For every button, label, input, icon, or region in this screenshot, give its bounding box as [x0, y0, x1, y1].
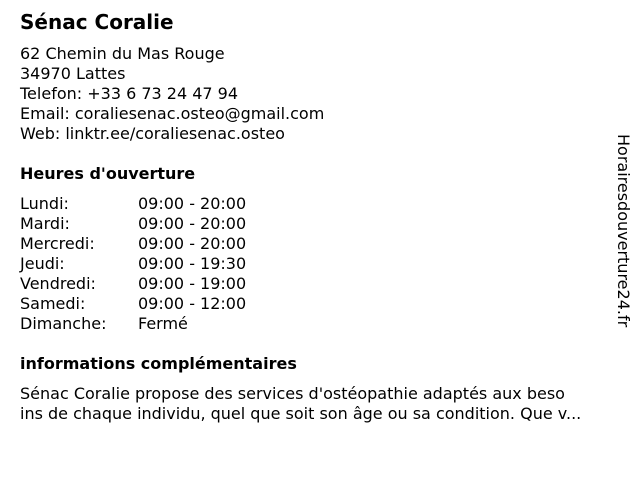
description-text [20, 384, 632, 424]
site-watermark [612, 134, 634, 346]
address-city: 34970 Lattes [20, 64, 126, 83]
hours-row-sunday [20, 314, 320, 334]
hours-row-saturday [20, 294, 320, 314]
business-name: Sénac Coralie [20, 10, 174, 34]
day-label: Jeudi: [20, 254, 65, 273]
day-label: Vendredi: [20, 274, 96, 293]
day-label: Samedi: [20, 294, 86, 313]
time-value: 09:00 - 20:00 [138, 194, 247, 213]
time-value: 09:00 - 20:00 [138, 234, 247, 253]
opening-hours-table [20, 194, 320, 334]
day-label: Mercredi: [20, 234, 95, 253]
hours-row-thursday [20, 254, 320, 274]
contact-block [20, 44, 324, 144]
day-label: Dimanche: [20, 314, 107, 333]
address-street: 62 Chemin du Mas Rouge [20, 44, 225, 63]
description-line-2: ins de chaque individu, quel que soit son âge ou sa condition. Que v... [20, 404, 582, 423]
site-watermark-text: Horairesdouverture24.fr [614, 134, 633, 328]
description-line-1: Sénac Coralie propose des services d'ostéopathie adaptés aux beso [20, 384, 565, 403]
website-line[interactable]: Web: linktr.ee/coraliesenac.osteo [20, 124, 285, 143]
hours-row-monday [20, 194, 320, 214]
time-value: 09:00 - 12:00 [138, 294, 247, 313]
time-value: 09:00 - 19:30 [138, 254, 247, 273]
time-value: 09:00 - 19:00 [138, 274, 247, 293]
day-label: Mardi: [20, 214, 70, 233]
day-label: Lundi: [20, 194, 69, 213]
additional-info-heading: informations complémentaires [20, 354, 297, 373]
time-value: Fermé [138, 314, 188, 333]
hours-row-wednesday [20, 234, 320, 254]
email-line[interactable]: Email: coraliesenac.osteo@gmail.com [20, 104, 325, 123]
hours-row-friday [20, 274, 320, 294]
opening-hours-heading: Heures d'ouverture [20, 164, 196, 183]
time-value: 09:00 - 20:00 [138, 214, 247, 233]
phone-line[interactable]: Telefon: +33 6 73 24 47 94 [20, 84, 239, 103]
hours-row-tuesday [20, 214, 320, 234]
